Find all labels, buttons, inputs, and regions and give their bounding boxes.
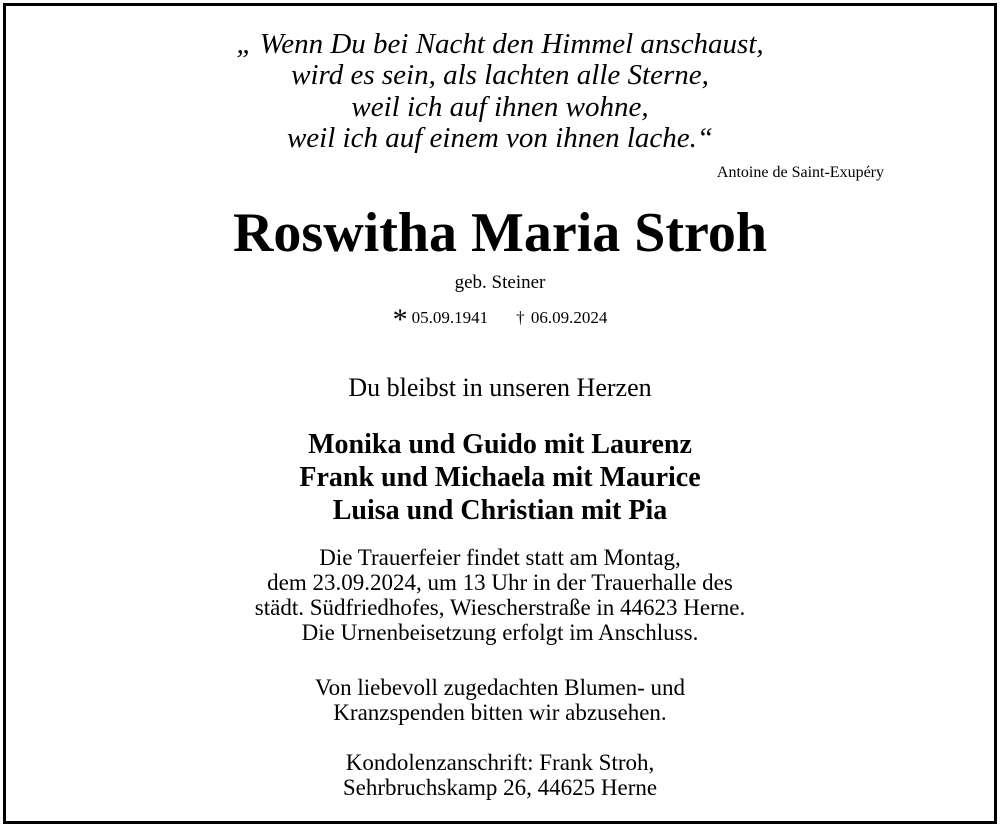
quote-line-4: weil ich auf einem von ihnen lache.“ [286, 122, 714, 154]
birth-symbol: * [392, 303, 408, 336]
life-dates [0, 303, 1000, 337]
motto: Du bleibst in unseren Herzen [348, 373, 652, 402]
family-line-2: Frank und Michaela mit Maurice [299, 462, 701, 493]
family-line-3: Luisa und Christian mit Pia [332, 495, 668, 526]
condolence-line-2: Sehrbruchskamp 26, 44625 Herne [342, 775, 658, 800]
flowers-line-1: Von liebevoll zugedachten Blumen- und [314, 675, 686, 700]
deceased-name: Roswitha Maria Stroh [232, 202, 768, 264]
flowers-line-2: Kranzspenden bitten wir abzusehen. [333, 700, 667, 725]
quote-author: Antoine de Saint-Exupéry [716, 164, 884, 181]
funeral-line-1: Die Trauerfeier findet statt am Montag, [319, 545, 681, 570]
death-symbol: † [516, 308, 525, 327]
funeral-line-4: Die Urnenbeisetzung erfolgt im Anschluss. [301, 620, 699, 645]
quote-line-1: „ Wenn Du bei Nacht den Himmel anschaust, [236, 28, 764, 60]
quote-line-3: weil ich auf ihnen wohne, [351, 91, 649, 123]
family-line-1: Monika und Guido mit Laurenz [308, 429, 692, 460]
condolence-line-1: Kondolenzanschrift: Frank Stroh, [345, 750, 655, 775]
death-date: 06.09.2024 [530, 308, 608, 327]
birth-date: 05.09.1941 [411, 308, 489, 327]
funeral-line-2: dem 23.09.2024, um 13 Uhr in der Trauerhalle des [267, 570, 733, 595]
funeral-line-3: städt. Südfriedhofes, Wiescherstraße in 44623 Herne. [254, 595, 746, 620]
quote-line-2: wird es sein, als lachten alle Sterne, [291, 59, 709, 91]
maiden-name: geb. Steiner [454, 272, 546, 293]
